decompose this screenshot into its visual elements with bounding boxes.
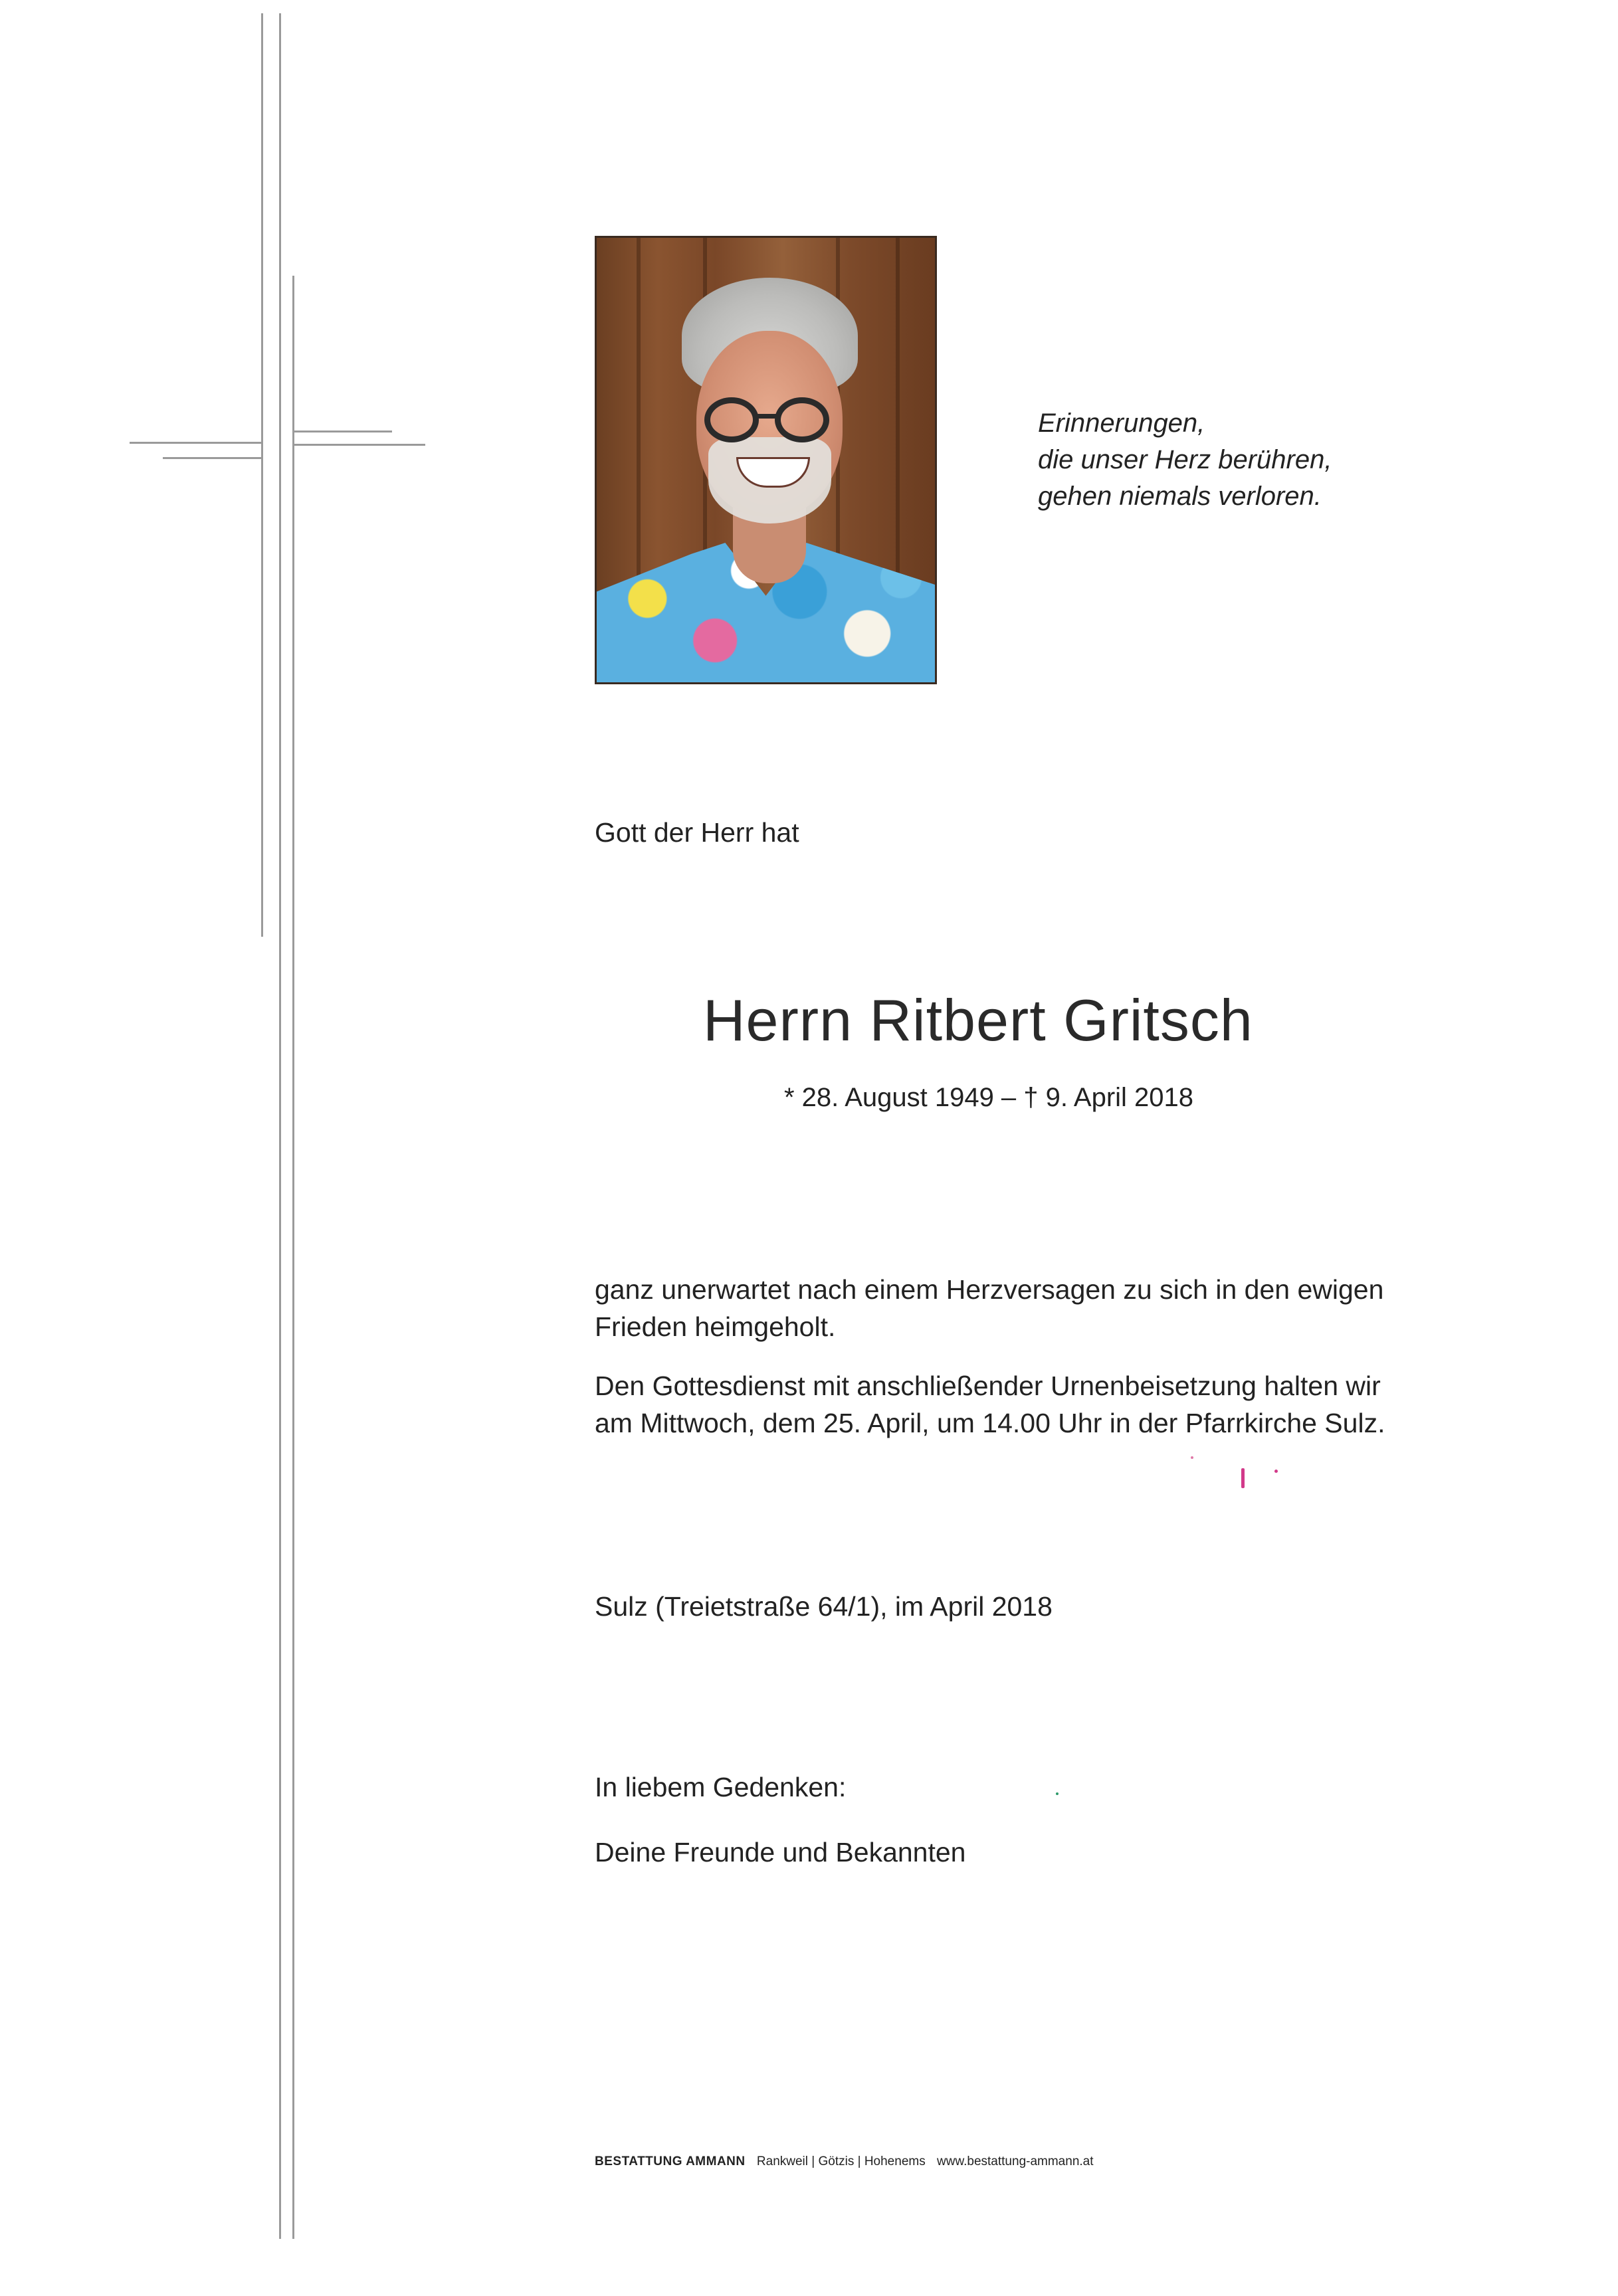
cross-horizontal-line-bottom-right [292,444,425,446]
paragraph-line: ganz unerwartet nach einem Herzversagen zu sich in den ewigen [595,1274,1384,1305]
cross-horizontal-line-top-right [292,430,392,432]
paragraph-line: Den Gottesdienst mit anschließender Urnenbeisetzung halten wir [595,1371,1381,1401]
scan-speck [1191,1456,1193,1459]
portrait-photo [595,236,937,684]
cross-vertical-line-inner [279,13,281,2239]
memorial-verse [1038,405,1332,515]
cross-horizontal-line-top-left [130,442,262,444]
scan-speck [1274,1470,1278,1473]
glasses-right-lens [775,397,829,442]
funeral-home-locations: Rankweil | Götzis | Hohenems [756,2154,926,2168]
verse-line: die unser Herz berühren, [1038,445,1332,474]
paragraph-line: am Mittwoch, dem 25. April, um 14.00 Uhr in der Pfarrkirche Sulz. [595,1408,1385,1438]
glasses-left-lens [704,397,759,442]
deceased-name: Herrn Ritbert Gritsch [703,987,1253,1053]
paragraph-line: Frieden heimgeholt. [595,1311,836,1342]
verse-line: gehen niemals verloren. [1038,482,1322,511]
place-and-date: Sulz (Treietstraße 64/1), im April 2018 [595,1591,1053,1622]
intro-text: Gott der Herr hat [595,817,799,848]
funeral-home-name: BESTATTUNG AMMANN [595,2154,746,2168]
cross-vertical-line-outer [261,13,263,937]
remembrance-heading: In liebem Gedenken: [595,1772,847,1802]
signers: Deine Freunde und Bekannten [595,1837,966,1867]
life-dates: * 28. August 1949 – † 9. April 2018 [784,1083,1194,1112]
glasses-bridge [758,414,777,419]
cross-horizontal-line-bottom-left [163,457,262,459]
funeral-home-footer [595,2154,1094,2169]
funeral-home-website[interactable]: www.bestattung-ammann.at [937,2154,1094,2168]
cross-vertical-line-right [292,276,294,2239]
verse-line: Erinnerungen, [1038,409,1205,438]
scan-speck [1241,1468,1245,1488]
scan-speck [1056,1792,1059,1795]
